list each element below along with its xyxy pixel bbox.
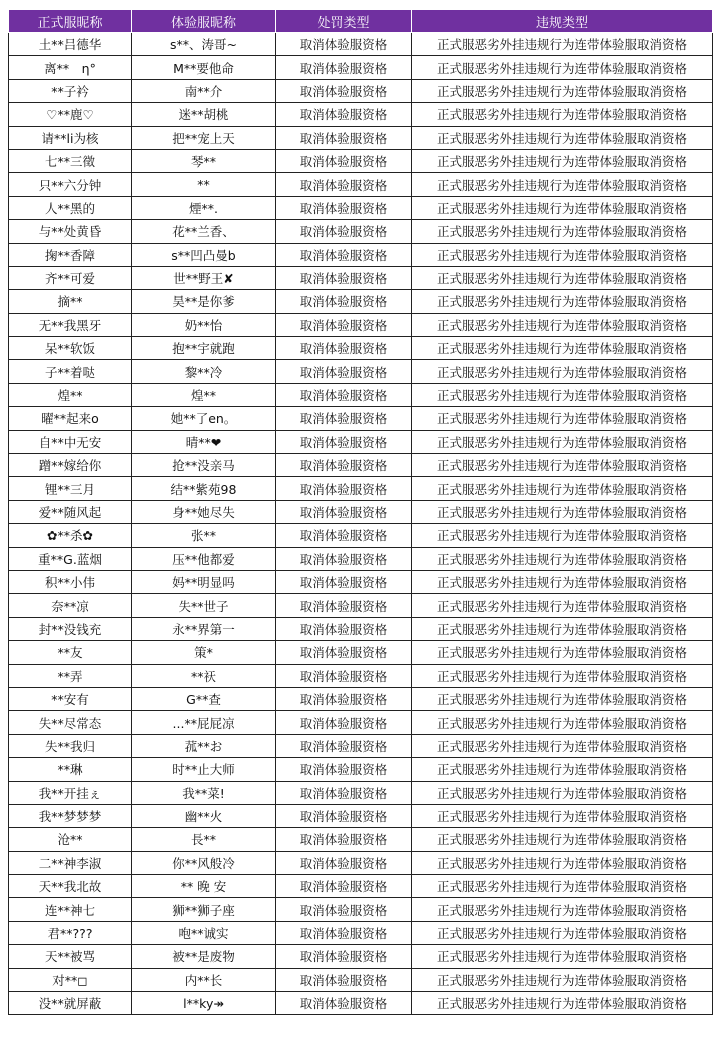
formal-nickname-cell: 七**三徵 <box>9 149 132 172</box>
trial-nickname-cell: l**ky↠ <box>132 992 276 1015</box>
table-row <box>9 243 713 266</box>
violation-cell: 正式服恶劣外挂违规行为连带体验服取消资格 <box>412 313 713 336</box>
trial-nickname-cell: 她**了en。 <box>132 407 276 430</box>
punishment-cell: 取消体验服资格 <box>276 173 412 196</box>
table-row <box>9 173 713 196</box>
formal-nickname-cell: **琳 <box>9 758 132 781</box>
trial-nickname-cell: 煌** <box>132 383 276 406</box>
table-row <box>9 360 713 383</box>
violation-cell: 正式服恶劣外挂违规行为连带体验服取消资格 <box>412 79 713 102</box>
trial-nickname-cell: 把**宠上天 <box>132 126 276 149</box>
violation-cell: 正式服恶劣外挂违规行为连带体验服取消资格 <box>412 500 713 523</box>
formal-nickname-cell: 土**吕德华 <box>9 33 132 56</box>
trial-nickname-cell: ...**屁屁凉 <box>132 711 276 734</box>
formal-nickname-cell: 我**梦梦梦 <box>9 804 132 827</box>
trial-nickname-cell: 晴**❤ <box>132 430 276 453</box>
table-row <box>9 290 713 313</box>
trial-nickname-cell: 时**止大师 <box>132 758 276 781</box>
punishment-cell: 取消体验服资格 <box>276 664 412 687</box>
formal-nickname-cell: 子**着哒 <box>9 360 132 383</box>
violation-cell: 正式服恶劣外挂违规行为连带体验服取消资格 <box>412 828 713 851</box>
violation-cell: 正式服恶劣外挂违规行为连带体验服取消资格 <box>412 126 713 149</box>
formal-nickname-cell: 无**我黑牙 <box>9 313 132 336</box>
formal-nickname-cell: 呆**软饭 <box>9 337 132 360</box>
table-row <box>9 266 713 289</box>
punishment-cell: 取消体验服资格 <box>276 290 412 313</box>
punishment-cell: 取消体验服资格 <box>276 313 412 336</box>
punishment-cell: 取消体验服资格 <box>276 945 412 968</box>
punishment-cell: 取消体验服资格 <box>276 524 412 547</box>
table-row <box>9 430 713 453</box>
punishment-cell: 取消体验服资格 <box>276 500 412 523</box>
punishment-cell: 取消体验服资格 <box>276 383 412 406</box>
trial-nickname-cell: 你**风般冷 <box>132 851 276 874</box>
punishment-cell: 取消体验服资格 <box>276 430 412 453</box>
formal-nickname-cell: 爱**随风起 <box>9 500 132 523</box>
trial-nickname-cell: 身**她尽失 <box>132 500 276 523</box>
formal-nickname-cell: 离** η° <box>9 56 132 79</box>
trial-nickname-cell: 永**界第一 <box>132 617 276 640</box>
violation-cell: 正式服恶劣外挂违规行为连带体验服取消资格 <box>412 524 713 547</box>
punishment-cell: 取消体验服资格 <box>276 149 412 172</box>
punishment-cell: 取消体验服资格 <box>276 687 412 710</box>
violation-cell: 正式服恶劣外挂违规行为连带体验服取消资格 <box>412 407 713 430</box>
violation-cell: 正式服恶劣外挂违规行为连带体验服取消资格 <box>412 641 713 664</box>
punishment-cell: 取消体验服资格 <box>276 734 412 757</box>
formal-nickname-cell: 封**没钱充 <box>9 617 132 640</box>
violation-cell: 正式服恶劣外挂违规行为连带体验服取消资格 <box>412 664 713 687</box>
table-row <box>9 383 713 406</box>
formal-nickname-cell: 摘** <box>9 290 132 313</box>
table-row <box>9 968 713 991</box>
violation-cell: 正式服恶劣外挂违规行为连带体验服取消资格 <box>412 430 713 453</box>
trial-nickname-cell: 被**是废物 <box>132 945 276 968</box>
table-row <box>9 641 713 664</box>
formal-nickname-cell: 天**被骂 <box>9 945 132 968</box>
violation-cell: 正式服恶劣外挂违规行为连带体验服取消资格 <box>412 617 713 640</box>
formal-nickname-cell: 蹭**嫁给你 <box>9 454 132 477</box>
table-row <box>9 103 713 126</box>
trial-nickname-cell: 奶**怡 <box>132 313 276 336</box>
violation-cell: 正式服恶劣外挂违规行为连带体验服取消资格 <box>412 851 713 874</box>
table-row <box>9 992 713 1015</box>
table-row <box>9 79 713 102</box>
punishment-cell: 取消体验服资格 <box>276 56 412 79</box>
formal-nickname-cell: 人**黑的 <box>9 196 132 219</box>
formal-nickname-cell: 没**就屏蔽 <box>9 992 132 1015</box>
trial-nickname-cell: 失**世子 <box>132 594 276 617</box>
violation-cell: 正式服恶劣外挂违规行为连带体验服取消资格 <box>412 570 713 593</box>
formal-nickname-cell: 积**小伟 <box>9 570 132 593</box>
punishment-cell: 取消体验服资格 <box>276 103 412 126</box>
trial-nickname-cell: 昊**是你爹 <box>132 290 276 313</box>
trial-nickname-cell: 咆**诚实 <box>132 921 276 944</box>
table-row <box>9 547 713 570</box>
violation-cell: 正式服恶劣外挂违规行为连带体验服取消资格 <box>412 687 713 710</box>
formal-nickname-cell: ✿**杀✿ <box>9 524 132 547</box>
punishment-cell: 取消体验服资格 <box>276 407 412 430</box>
punishment-cell: 取消体验服资格 <box>276 477 412 500</box>
table-row <box>9 734 713 757</box>
trial-nickname-cell: 長** <box>132 828 276 851</box>
trial-nickname-cell: 南**介 <box>132 79 276 102</box>
trial-nickname-cell: 世**野王✘ <box>132 266 276 289</box>
violation-cell: 正式服恶劣外挂违规行为连带体验服取消资格 <box>412 360 713 383</box>
table-row <box>9 477 713 500</box>
violation-cell: 正式服恶劣外挂违规行为连带体验服取消资格 <box>412 243 713 266</box>
violation-cell: 正式服恶劣外挂违规行为连带体验服取消资格 <box>412 758 713 781</box>
formal-nickname-cell: 掬**香障 <box>9 243 132 266</box>
punishment-cell: 取消体验服资格 <box>276 126 412 149</box>
table-row <box>9 570 713 593</box>
trial-nickname-cell: 策* <box>132 641 276 664</box>
violation-cell: 正式服恶劣外挂违规行为连带体验服取消资格 <box>412 56 713 79</box>
trial-nickname-cell: 抱**宇就跑 <box>132 337 276 360</box>
violation-cell: 正式服恶劣外挂违规行为连带体验服取消资格 <box>412 781 713 804</box>
formal-nickname-cell: 奈**凉 <box>9 594 132 617</box>
punishment-cell: 取消体验服资格 <box>276 992 412 1015</box>
table-row <box>9 804 713 827</box>
formal-nickname-cell: **子衿 <box>9 79 132 102</box>
formal-nickname-cell: 君**??? <box>9 921 132 944</box>
formal-nickname-cell: 齐**可爱 <box>9 266 132 289</box>
formal-nickname-cell: 锂**三月 <box>9 477 132 500</box>
violation-cell: 正式服恶劣外挂违规行为连带体验服取消资格 <box>412 804 713 827</box>
violation-cell: 正式服恶劣外挂违规行为连带体验服取消资格 <box>412 968 713 991</box>
trial-nickname-cell: G**查 <box>132 687 276 710</box>
trial-nickname-cell: ** <box>132 173 276 196</box>
violation-cell: 正式服恶劣外挂违规行为连带体验服取消资格 <box>412 173 713 196</box>
violation-cell: 正式服恶劣外挂违规行为连带体验服取消资格 <box>412 196 713 219</box>
punishment-cell: 取消体验服资格 <box>276 921 412 944</box>
penalty-table-container <box>8 9 713 1015</box>
punishment-cell: 取消体验服资格 <box>276 33 412 56</box>
table-header <box>9 10 713 33</box>
violation-cell: 正式服恶劣外挂违规行为连带体验服取消资格 <box>412 921 713 944</box>
punishment-cell: 取消体验服资格 <box>276 898 412 921</box>
formal-nickname-cell: 我**开挂ぇ <box>9 781 132 804</box>
trial-nickname-cell: 张** <box>132 524 276 547</box>
table-row <box>9 851 713 874</box>
table-row <box>9 758 713 781</box>
violation-cell: 正式服恶劣外挂违规行为连带体验服取消资格 <box>412 594 713 617</box>
trial-nickname-cell: 黎**冷 <box>132 360 276 383</box>
trial-nickname-cell: 内**长 <box>132 968 276 991</box>
punishment-cell: 取消体验服资格 <box>276 617 412 640</box>
table-row <box>9 56 713 79</box>
punishment-cell: 取消体验服资格 <box>276 196 412 219</box>
punishment-cell: 取消体验服资格 <box>276 570 412 593</box>
table-row <box>9 875 713 898</box>
formal-nickname-cell: ♡**鹿♡ <box>9 103 132 126</box>
punishment-cell: 取消体验服资格 <box>276 547 412 570</box>
formal-nickname-cell: 与**处黄昏 <box>9 220 132 243</box>
table-row <box>9 828 713 851</box>
formal-nickname-cell: **友 <box>9 641 132 664</box>
penalty-table <box>8 9 713 1015</box>
table-row <box>9 594 713 617</box>
table-row <box>9 687 713 710</box>
punishment-cell: 取消体验服资格 <box>276 360 412 383</box>
header-formal-nickname: 正式服昵称 <box>9 10 132 33</box>
trial-nickname-cell: 压**他都爱 <box>132 547 276 570</box>
table-row <box>9 313 713 336</box>
violation-cell: 正式服恶劣外挂违规行为连带体验服取消资格 <box>412 337 713 360</box>
formal-nickname-cell: 对**◻ <box>9 968 132 991</box>
punishment-cell: 取消体验服资格 <box>276 337 412 360</box>
punishment-cell: 取消体验服资格 <box>276 266 412 289</box>
punishment-cell: 取消体验服资格 <box>276 79 412 102</box>
trial-nickname-cell: 我**菜! <box>132 781 276 804</box>
punishment-cell: 取消体验服资格 <box>276 851 412 874</box>
punishment-cell: 取消体验服资格 <box>276 804 412 827</box>
punishment-cell: 取消体验服资格 <box>276 828 412 851</box>
punishment-cell: 取消体验服资格 <box>276 454 412 477</box>
table-row <box>9 500 713 523</box>
table-row <box>9 337 713 360</box>
trial-nickname-cell: 煙**. <box>132 196 276 219</box>
formal-nickname-cell: 失**尽常态 <box>9 711 132 734</box>
header-violation-type: 违规类型 <box>412 10 713 33</box>
table-row <box>9 921 713 944</box>
trial-nickname-cell: M**要他命 <box>132 56 276 79</box>
formal-nickname-cell: **安有 <box>9 687 132 710</box>
punishment-cell: 取消体验服资格 <box>276 711 412 734</box>
violation-cell: 正式服恶劣外挂违规行为连带体验服取消资格 <box>412 383 713 406</box>
punishment-cell: 取消体验服资格 <box>276 594 412 617</box>
punishment-cell: 取消体验服资格 <box>276 220 412 243</box>
violation-cell: 正式服恶劣外挂违规行为连带体验服取消资格 <box>412 875 713 898</box>
header-row <box>9 10 713 33</box>
trial-nickname-cell: ** 晚 安 <box>132 875 276 898</box>
violation-cell: 正式服恶劣外挂违规行为连带体验服取消资格 <box>412 945 713 968</box>
formal-nickname-cell: 请**li为核 <box>9 126 132 149</box>
punishment-cell: 取消体验服资格 <box>276 641 412 664</box>
header-trial-nickname: 体验服昵称 <box>132 10 276 33</box>
table-row <box>9 196 713 219</box>
table-row <box>9 126 713 149</box>
formal-nickname-cell: **弄 <box>9 664 132 687</box>
formal-nickname-cell: 二**神李淑 <box>9 851 132 874</box>
table-row <box>9 524 713 547</box>
table-row <box>9 407 713 430</box>
violation-cell: 正式服恶劣外挂违规行为连带体验服取消资格 <box>412 33 713 56</box>
formal-nickname-cell: 连**神七 <box>9 898 132 921</box>
violation-cell: 正式服恶劣外挂违规行为连带体验服取消资格 <box>412 477 713 500</box>
violation-cell: 正式服恶劣外挂违规行为连带体验服取消资格 <box>412 149 713 172</box>
trial-nickname-cell: 狮**狮子座 <box>132 898 276 921</box>
violation-cell: 正式服恶劣外挂违规行为连带体验服取消资格 <box>412 992 713 1015</box>
violation-cell: 正式服恶劣外挂违规行为连带体验服取消资格 <box>412 290 713 313</box>
table-row <box>9 664 713 687</box>
table-row <box>9 220 713 243</box>
trial-nickname-cell: 妈**明显吗 <box>132 570 276 593</box>
formal-nickname-cell: 煌** <box>9 383 132 406</box>
table-row <box>9 33 713 56</box>
table-row <box>9 617 713 640</box>
trial-nickname-cell: 抢**没亲马 <box>132 454 276 477</box>
table-row <box>9 945 713 968</box>
violation-cell: 正式服恶劣外挂违规行为连带体验服取消资格 <box>412 266 713 289</box>
punishment-cell: 取消体验服资格 <box>276 968 412 991</box>
table-row <box>9 454 713 477</box>
violation-cell: 正式服恶劣外挂违规行为连带体验服取消资格 <box>412 734 713 757</box>
formal-nickname-cell: 失**我归 <box>9 734 132 757</box>
trial-nickname-cell: 琴** <box>132 149 276 172</box>
formal-nickname-cell: 天**我北故 <box>9 875 132 898</box>
header-punishment-type: 处罚类型 <box>276 10 412 33</box>
trial-nickname-cell: 结**紫苑98 <box>132 477 276 500</box>
violation-cell: 正式服恶劣外挂违规行为连带体验服取消资格 <box>412 898 713 921</box>
punishment-cell: 取消体验服资格 <box>276 875 412 898</box>
trial-nickname-cell: 迷**胡桃 <box>132 103 276 126</box>
trial-nickname-cell: 幽**火 <box>132 804 276 827</box>
trial-nickname-cell: 菰**お <box>132 734 276 757</box>
formal-nickname-cell: 重**G.蓝烟 <box>9 547 132 570</box>
table-row <box>9 898 713 921</box>
table-row <box>9 711 713 734</box>
formal-nickname-cell: 沧** <box>9 828 132 851</box>
formal-nickname-cell: 自**中无安 <box>9 430 132 453</box>
table-row <box>9 149 713 172</box>
trial-nickname-cell: s**、涛哥~ <box>132 33 276 56</box>
trial-nickname-cell: **祆 <box>132 664 276 687</box>
punishment-cell: 取消体验服资格 <box>276 781 412 804</box>
trial-nickname-cell: 花**兰香、 <box>132 220 276 243</box>
table-row <box>9 781 713 804</box>
formal-nickname-cell: 曜**起来o <box>9 407 132 430</box>
violation-cell: 正式服恶劣外挂违规行为连带体验服取消资格 <box>412 711 713 734</box>
violation-cell: 正式服恶劣外挂违规行为连带体验服取消资格 <box>412 220 713 243</box>
violation-cell: 正式服恶劣外挂违规行为连带体验服取消资格 <box>412 454 713 477</box>
trial-nickname-cell: s**凹凸曼b <box>132 243 276 266</box>
formal-nickname-cell: 只**六分钟 <box>9 173 132 196</box>
violation-cell: 正式服恶劣外挂违规行为连带体验服取消资格 <box>412 547 713 570</box>
table-body <box>9 33 713 1015</box>
violation-cell: 正式服恶劣外挂违规行为连带体验服取消资格 <box>412 103 713 126</box>
punishment-cell: 取消体验服资格 <box>276 758 412 781</box>
punishment-cell: 取消体验服资格 <box>276 243 412 266</box>
